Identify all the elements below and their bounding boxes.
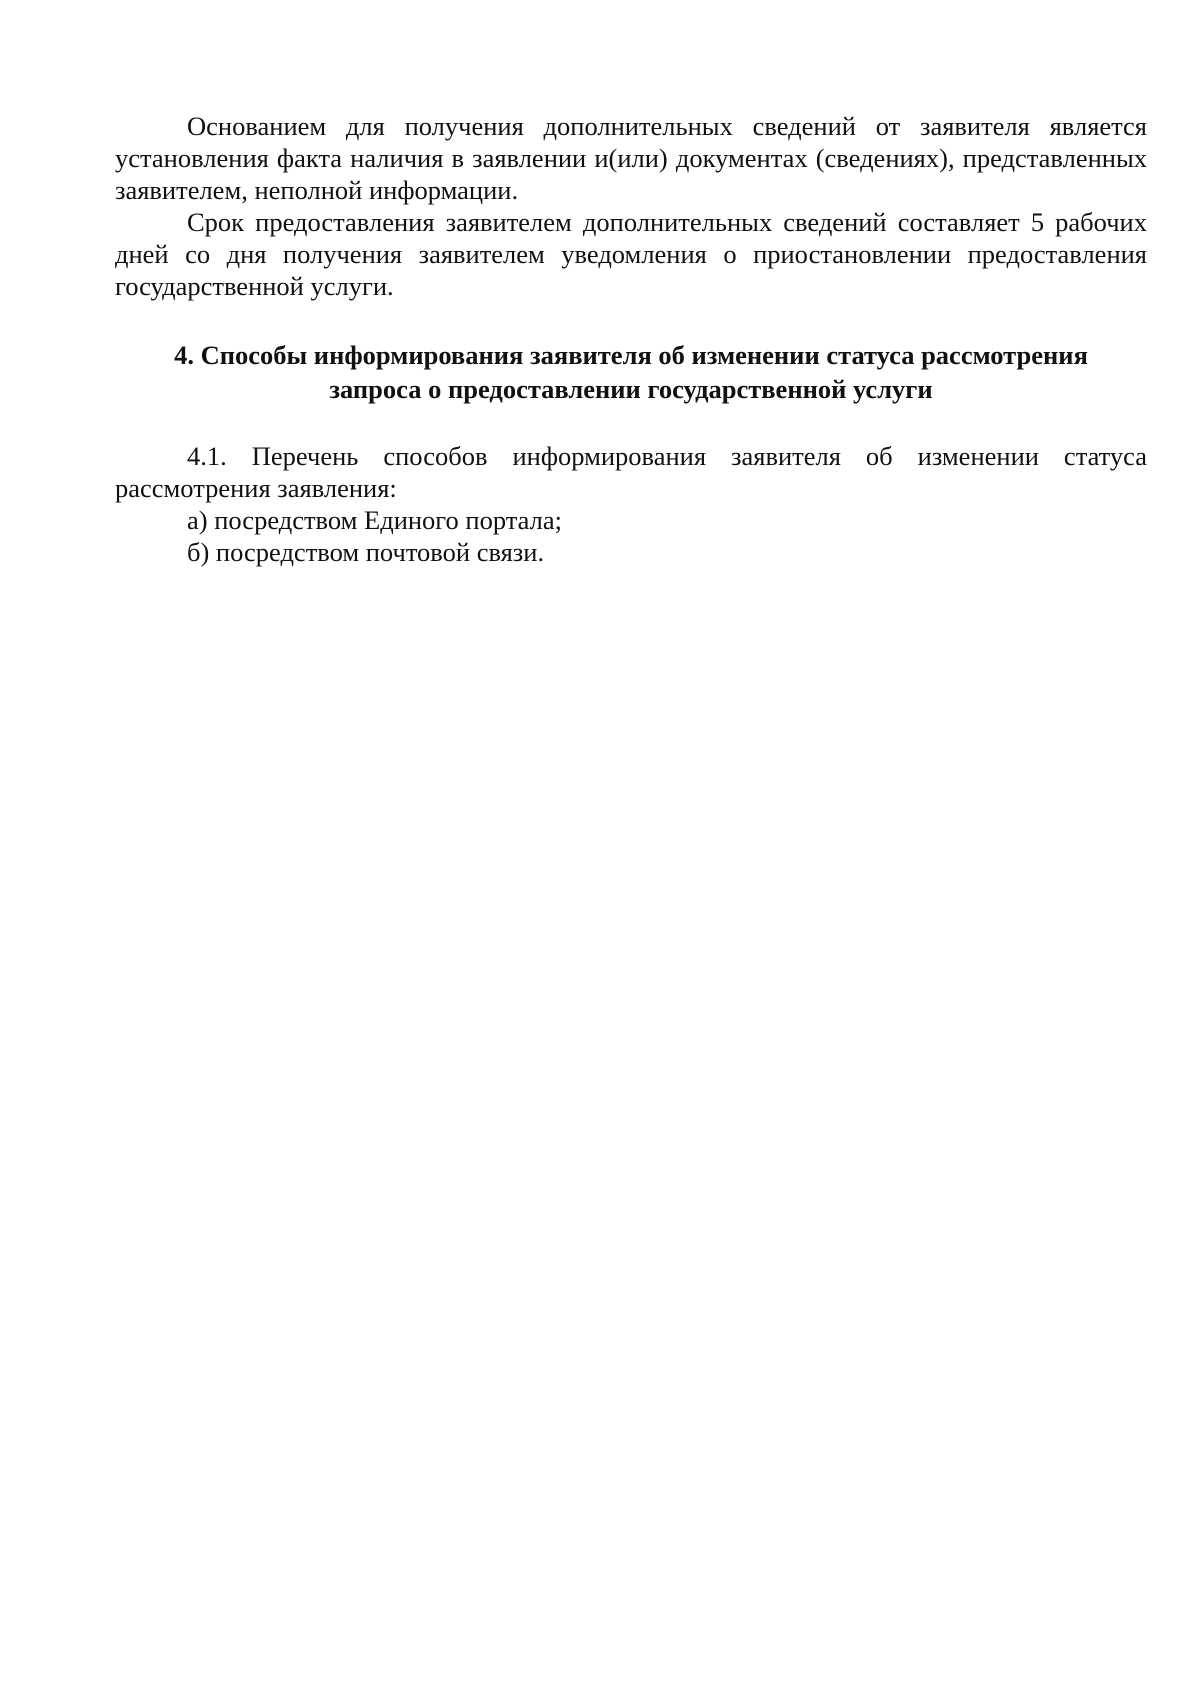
paragraph-methods-list: 4.1. Перечень способов информирования заявителя об изменении статуса рассмотрения заявления: bbox=[115, 441, 1147, 503]
paragraph-grounds: Основанием для получения дополнительных сведений от заявителя является установления факта наличия в заявлении и(или) документах (сведениях), представленных заявителем, неполной информации. bbox=[115, 111, 1147, 205]
list-item-post: б) посредством почтовой связи. bbox=[187, 537, 545, 567]
section-heading-line-1: 4. Способы информирования заявителя об изменении статуса рассмотрения bbox=[174, 340, 1088, 370]
document-page bbox=[115, 110, 1147, 568]
paragraph-deadline: Срок предоставления заявителем дополнительных сведений составляет 5 рабочих дней со дня получения заявителем уведомления о приостановлении предоставления государственной услуги. bbox=[115, 207, 1147, 301]
list-item-portal: а) посредством Единого портала; bbox=[187, 505, 562, 535]
section-heading bbox=[115, 338, 1147, 406]
section-heading-line-2: запроса о предоставлении государственной услуги bbox=[329, 374, 933, 404]
